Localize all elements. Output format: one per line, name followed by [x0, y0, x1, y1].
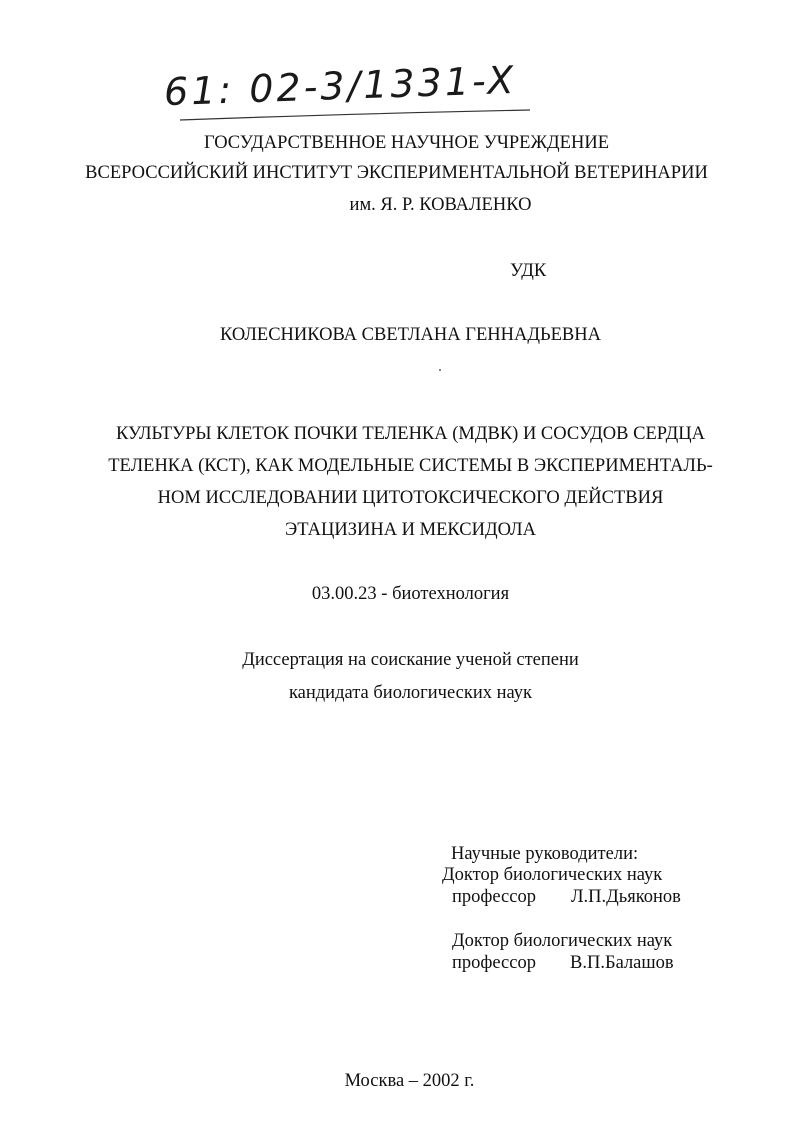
title-line-1: КУЛЬТУРЫ КЛЕТОК ПОЧКИ ТЕЛЕНКА (МДВК) И СОСУДОВ СЕРДЦА: [115, 424, 706, 444]
handwritten-code-text: 61: 02-3/1331-X: [163, 57, 518, 115]
stray-mark: [439, 369, 441, 371]
title-line-3: НОМ ИССЛЕДОВАНИИ ЦИТОТОКСИЧЕСКОГО ДЕЙСТВИЯ: [157, 488, 664, 508]
specialty: 03.00.23 - биотехнология: [311, 584, 510, 604]
footer-city-year: Москва – 2002 г.: [344, 1071, 475, 1091]
dissertation-line-2: кандидата биологических наук: [288, 683, 533, 703]
dissertation-line-1: Диссертация на соискание ученой степени: [242, 650, 579, 670]
supervisor-1-degree: Доктор биологических наук: [442, 865, 663, 885]
title-line-2: ТЕЛЕНКА (КСТ), КАК МОДЕЛЬНЫЕ СИСТЕМЫ В ЭКСПЕРИМЕНТАЛЬ-: [108, 456, 713, 476]
supervisor-2-degree: Доктор биологических наук: [452, 931, 673, 951]
title-line-4: ЭТАЦИЗИНА И МЕКСИДОЛА: [285, 520, 536, 540]
header-line-3: им. Я. Р. КОВАЛЕНКО: [349, 195, 532, 215]
supervisor-2-title: профессор: [452, 953, 536, 973]
supervisor-2-name: В.П.Балашов: [570, 953, 674, 973]
author-name: КОЛЕСНИКОВА СВЕТЛАНА ГЕННАДЬЕВНА: [220, 325, 601, 345]
header-line-2: ВСЕРОССИЙСКИЙ ИНСТИТУТ ЭКСПЕРИМЕНТАЛЬНОЙ ВЕТЕРИНАРИИ: [85, 163, 708, 183]
supervisor-1-title: профессор: [452, 887, 536, 907]
udk-label: УДК: [510, 261, 547, 281]
supervisors-heading: Научные руководители:: [451, 844, 639, 864]
header-line-1: ГОСУДАРСТВЕННОЕ НАУЧНОЕ УЧРЕЖДЕНИЕ: [203, 133, 609, 153]
supervisor-1-name: Л.П.Дьяконов: [571, 887, 681, 907]
handwritten-code: [160, 57, 540, 128]
